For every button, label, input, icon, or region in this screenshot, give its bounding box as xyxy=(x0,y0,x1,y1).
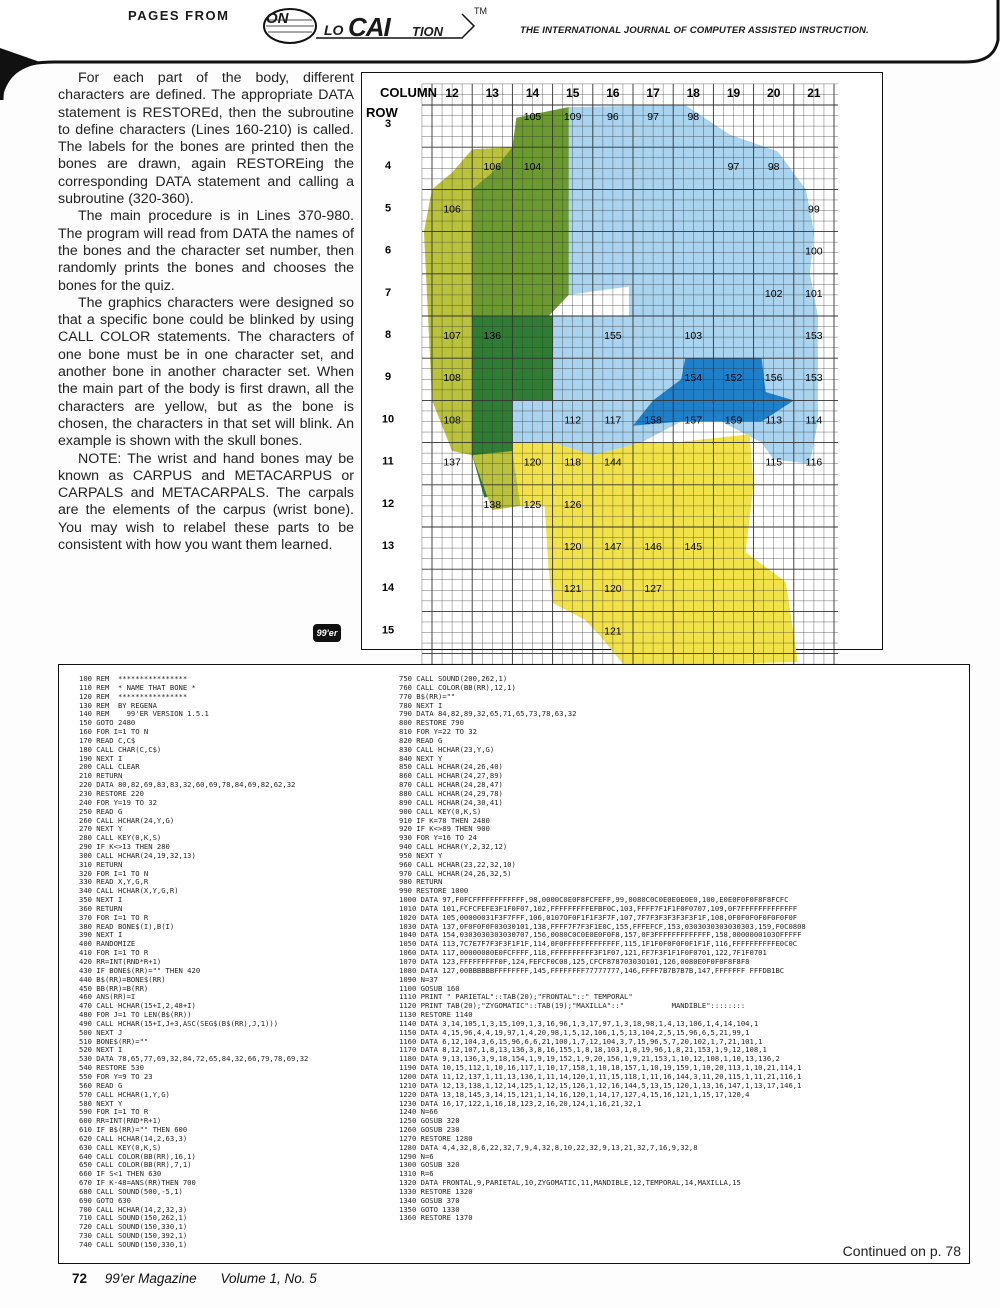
listing-line: 860 CALL HCHAR(24,27,89) xyxy=(399,771,503,781)
listing-line: 800 RESTORE 790 xyxy=(399,718,464,728)
listing-line: 1000 DATA 97,F0FCFFFFFFFFFFFF,98,0000C0E0F8FCFEFF,99,0080C0C0E0E0E0E0,100,E0E0F0F0F8F8FCFC xyxy=(399,895,789,905)
row-tick-label: 3 xyxy=(384,118,392,130)
listing-line: 130 REM BY REGENA xyxy=(79,700,157,710)
listing-line: 680 CALL SOUND(500,-5,1) xyxy=(79,1186,183,1196)
listing-line: 1190 DATA 10,15,112,1,10,16,117,1,10,17,158,1,10,18,157,1,10,19,159,1,10,20,113,1,10,21,114,1 xyxy=(399,1063,802,1073)
listing-line: 140 REM 99'ER VERSION 1.5.1 xyxy=(79,709,209,719)
logo-cai: CAI xyxy=(348,12,390,42)
paragraph: NOTE: The wrist and hand bones may be known as CARPUS and METACARPUS or CARPALS and METACARPALS. The carpals are the elements of the carpus (wrist bone). You may wish to relabel these parts to be consistent with how you want them learned. xyxy=(58,450,354,554)
listing-line: 240 FOR Y=19 TO 32 xyxy=(79,797,157,807)
listing-line: 730 CALL SOUND(150,392,1) xyxy=(79,1231,188,1241)
listing-line: 810 FOR Y=22 TO 32 xyxy=(399,727,477,737)
cell-label: 145 xyxy=(684,541,703,553)
listing-line: 600 RR=INT(RND*R+1) xyxy=(79,1116,162,1126)
listing-line: 280 CALL KEY(0,K,S) xyxy=(79,833,162,843)
paragraph: For each part of the body, different characters are defined. The appropriate DATA statement is RESTOREd, then the subroutine to define characters (Lines 160-210) is called. The labels for the bones are printed then the bones are drawn, again RESTOREing the corresponding DATA statement and calling a subroutine (320-360). xyxy=(58,70,354,208)
listing-line: 450 BB(RR)=B(RR) xyxy=(79,983,149,993)
listing-line: 1180 DATA 9,13,136,3,9,18,154,1,9,19,152,1,9,20,156,1,9,21,153,1,10,12,108,1,10,13,136,2 xyxy=(399,1054,780,1064)
column-tick-label: 17 xyxy=(646,86,660,100)
listing-line: 440 B$(RR)=BONE$(RR) xyxy=(79,974,166,984)
listing-line: 110 REM * NAME THAT BONE * xyxy=(79,682,196,692)
cell-label: 121 xyxy=(563,583,582,596)
listing-line: 490 CALL HCHAR(15+I,J+3,ASC(SEG$(B$(RR),J,1))) xyxy=(79,1018,279,1028)
listing-line: 1140 DATA 3,14,105,1,3,15,109,1,3,16,96,1,3,17,97,1,3,18,98,1,4,13,106,1,4,14,104,1 xyxy=(399,1018,759,1028)
listing-line: 1010 DATA 101,FCFCFEFE3F1F0F07,102,FFFFFFFFFEFBF0C,103,FFFF7F1F1F0F0707,109,0F7FFFFFFFFFFFFF xyxy=(399,903,798,913)
cell-label: 115 xyxy=(765,456,783,469)
row-tick-label: 9 xyxy=(384,371,392,384)
listing-line: 750 CALL SOUND(200,262,1) xyxy=(399,674,508,683)
listing-line: 550 FOR Y=9 TO 23 xyxy=(79,1071,153,1081)
listing-line: 510 BONE$(RR)="" xyxy=(79,1036,149,1046)
row-tick-label: 7 xyxy=(384,286,392,299)
listing-line: 370 FOR I=1 TO R xyxy=(79,912,149,922)
listing-line: 330 READ X,Y,G,R xyxy=(79,877,149,887)
listing-line: 1020 DATA 105,00000031F3F7FFF,106,0107OF0F1F1F3F7F,107,7F7F3F3F3F3F3F1F,108,0F0F0F0F0F0F0F0F xyxy=(399,912,798,922)
column-tick-label: 15 xyxy=(566,86,580,100)
cell-label: 98 xyxy=(767,161,780,174)
column-tick-label: 14 xyxy=(525,86,540,100)
logo-tion: TION xyxy=(412,24,444,39)
listing-line: 350 NEXT I xyxy=(79,895,123,905)
listing-line: 740 CALL SOUND(150,330,1) xyxy=(79,1240,188,1249)
listing-line: 830 CALL HCHAR(23,Y,G) xyxy=(399,744,495,754)
on-location-logo xyxy=(262,6,502,46)
cell-label: 105 xyxy=(523,111,542,123)
listing-column-left xyxy=(79,675,308,1250)
listing-line: 1340 GOSUB 370 xyxy=(399,1195,460,1205)
column-tick-label: 21 xyxy=(807,86,821,100)
listing-line: 1250 GOSUB 320 xyxy=(399,1116,460,1126)
listing-line: 1240 N=66 xyxy=(399,1107,438,1117)
row-axis-label: ROW xyxy=(366,105,398,120)
listing-line: 1260 GOSUB 230 xyxy=(399,1125,460,1135)
temporal-region xyxy=(472,107,569,316)
listing-line: 660 IF S<1 THEN 630 xyxy=(79,1169,162,1179)
row-tick-label: 14 xyxy=(381,582,395,595)
listing-line: 1200 DATA 11,12,137,1,11,13,136,1,11,14,120,1,11,15,118,1,11,16,144,3,11,20,115,1,11,21,116,1 xyxy=(399,1071,802,1081)
skull-bone-grid-figure xyxy=(361,72,883,650)
row-tick-label: 10 xyxy=(381,413,395,426)
cell-label: 102 xyxy=(764,287,783,300)
row-tick-label: 8 xyxy=(384,329,392,341)
page-footer xyxy=(72,1271,317,1286)
cell-label: 106 xyxy=(483,161,502,174)
listing-line: 220 DATA 80,82,69,83,83,32,60,69,78,84,69,82,62,32 xyxy=(79,780,296,790)
cell-label: 113 xyxy=(765,414,783,427)
listing-line: 760 CALL COLOR(BB(RR),12,1) xyxy=(399,682,516,692)
listing-line: 480 FOR J=1 TO LEN(B$(RR)) xyxy=(79,1010,192,1020)
row-tick-label: 13 xyxy=(381,540,395,552)
logo-on: ON xyxy=(266,10,289,27)
listing-line: 710 CALL SOUND(150,262,1) xyxy=(79,1213,188,1223)
cell-label: 108 xyxy=(443,372,461,385)
listing-line: 410 FOR I=1 TO R xyxy=(79,948,149,958)
article-text xyxy=(58,70,354,554)
listing-line: 570 CALL HCHAR(1,Y,G) xyxy=(79,1089,170,1099)
column-tick-label: 13 xyxy=(485,86,499,100)
listing-line: 820 READ G xyxy=(399,735,443,745)
cell-label: 114 xyxy=(805,414,823,427)
listing-line: 630 CALL KEY(0,K,S) xyxy=(79,1142,162,1152)
listing-line: 690 GOTO 630 xyxy=(79,1195,131,1205)
cell-label: 112 xyxy=(564,414,582,427)
column-tick-label: 18 xyxy=(686,86,700,100)
listing-line: 400 RANDOMIZE xyxy=(79,939,136,949)
listing-line: 980 RETURN xyxy=(399,877,443,887)
cell-label: 125 xyxy=(523,498,542,511)
listing-line: 1290 N=6 xyxy=(399,1151,434,1161)
cell-label: 158 xyxy=(644,414,662,427)
listing-line: 390 NEXT I xyxy=(79,930,123,940)
listing-line: 790 DATA 84,82,89,32,65,71,65,73,78,63,32 xyxy=(399,709,577,719)
listing-line: 1170 DATA 8,12,107,1,8,13,136,3,8,16,155,1,8,18,103,1,8,19,96,1,8,21,153,1,9,12,108,1 xyxy=(399,1045,767,1055)
listing-line: 1120 PRINT TAB(20);"ZYGOMATIC"::TAB(19);"MAXILLA"::" MANDIBLE":::::::: xyxy=(399,1001,746,1011)
paragraph: The graphics characters were designed so that a specific bone could be blinked by using CALL COLOR statements. The characters of one bone must be in one character set, and another bone in another character set. When the main part of the body is first drawn, all the characters are yellow, but as the bone is chosen, the characters in that set will blink. An example is shown with the skull bones. xyxy=(58,294,354,450)
listing-line: 250 READ G xyxy=(79,806,123,816)
listing-line: 610 IF B$(RR)="" THEN 600 xyxy=(79,1125,188,1135)
listing-line: 990 RESTORE 1000 xyxy=(399,886,469,896)
cell-label: 137 xyxy=(443,456,461,469)
listing-line: 540 RESTORE 530 xyxy=(79,1063,144,1073)
listing-line: 430 IF BONE$(RR)="" THEN 420 xyxy=(79,965,201,975)
volume-info: Volume 1, No. 5 xyxy=(220,1271,317,1286)
cell-label: 157 xyxy=(684,414,703,427)
listing-line: 1090 N=37 xyxy=(399,974,438,984)
listing-line: 1050 DATA 113,7C7E7F7F3F3F1F1F,114,0F0FFFFFFFFFFFFF,115,1F1F0F0F0F0F1F1F,116,FFFFFFFFFFE0C0C xyxy=(399,939,798,949)
page-header xyxy=(0,0,1000,62)
cell-label: 121 xyxy=(604,625,622,638)
magazine-name: 99'er Magazine xyxy=(104,1271,197,1286)
cell-label: 106 xyxy=(443,203,461,216)
cell-label: 144 xyxy=(604,456,622,469)
listing-line: 1230 DATA 16,17,122,1,16,18,123,2,16,20,124,1,16,21,32,1 xyxy=(399,1098,642,1108)
column-tick-label: 16 xyxy=(606,86,620,100)
column-axis-label: COLUMN xyxy=(380,85,438,100)
cell-label: 107 xyxy=(443,330,461,342)
listing-line: 340 CALL HCHAR(X,Y,G,R) xyxy=(79,886,179,896)
cell-label: 103 xyxy=(684,330,703,342)
listing-line: 840 NEXT Y xyxy=(399,753,443,763)
cell-label: 138 xyxy=(483,498,502,511)
cell-label: 108 xyxy=(443,414,461,427)
listing-line: 1330 RESTORE 1320 xyxy=(399,1186,473,1196)
listing-line: 900 CALL KEY(0,K,S) xyxy=(399,806,482,816)
listing-line: 200 CALL CLEAR xyxy=(79,762,140,772)
cell-label: 104 xyxy=(523,161,542,174)
cell-label: 156 xyxy=(764,372,783,385)
listing-line: 850 CALL HCHAR(24,26,40) xyxy=(399,762,503,772)
listing-line: 1150 DATA 4,15,96,4,4,19,97,1,4,20,98,1,5,12,106,1,5,13,104,2,5,15,96,6,5,21,99,1 xyxy=(399,1027,750,1037)
listing-line: 870 CALL HCHAR(24,28,47) xyxy=(399,780,503,790)
cell-label: 97 xyxy=(647,111,659,123)
cell-label: 127 xyxy=(644,583,662,596)
cell-label: 120 xyxy=(523,456,542,469)
listing-line: 100 REM **************** xyxy=(79,674,188,683)
pages-from-label: PAGES FROM xyxy=(128,8,230,23)
listing-line: 320 FOR I=1 TO N xyxy=(79,868,149,878)
listing-line: 1280 DATA 4,4,32,8,6,22,32,7,9,4,32,8,10,22,32,9,13,21,32,7,16,9,32,8 xyxy=(399,1142,698,1152)
listing-line: 640 CALL COLOR(BB(RR),16,1) xyxy=(79,1151,196,1161)
listing-line: 380 READ BONE$(I),B(I) xyxy=(79,921,175,931)
listing-line: 1160 DATA 6,12,104,3,6,15,96,6,6,21,100,1,7,12,104,3,7,15,96,5,7,20,102,1,7,21,101,1 xyxy=(399,1036,763,1046)
listing-line: 1350 GOTO 1330 xyxy=(399,1204,460,1214)
listing-line: 940 CALL HCHAR(Y,2,32,12) xyxy=(399,842,508,852)
listing-line: 1070 DATA 123,FFFFFFFFF0F,124,FEFCF0C08,125,CFCF87870303O101,126,0080E0F0F0F8F8F8 xyxy=(399,957,750,966)
continued-note: Continued on p. 78 xyxy=(842,1243,961,1259)
listing-line: 300 CALL HCHAR(24,19,32,13) xyxy=(79,850,196,860)
cell-label: 99 xyxy=(808,203,820,216)
cell-label: 136 xyxy=(483,330,502,342)
end-mark-logo: 99'er xyxy=(313,624,341,642)
row-tick-label: 6 xyxy=(384,244,392,257)
listing-line: 1080 DATA 127,00BBBBBBFFFFFFFF,145,FFFFFFFF77777777,146,FFFF7B7B7B7B,147,FFFFFFF FFFDB1BC xyxy=(399,965,785,975)
listing-line: 770 B$(RR)="" xyxy=(399,691,456,701)
row-tick-label: 5 xyxy=(384,202,392,215)
listing-line: 720 CALL SOUND(150,330,1) xyxy=(79,1222,188,1232)
listing-line: 880 CALL HCHAR(24,29,78) xyxy=(399,788,503,798)
listing-line: 1060 DATA 117,00000080E0FCFFFF,118,FFFFFFFFFF3F1F07,121,FF7F3F1F1F0F0701,122,7F1F0701 xyxy=(399,948,767,958)
listing-line: 150 GOTO 2480 xyxy=(79,718,136,728)
cell-label: 146 xyxy=(644,541,662,553)
listing-line: 560 READ G xyxy=(79,1080,123,1090)
listing-line: 650 CALL COLOR(BB(RR),7,1) xyxy=(79,1160,192,1170)
listing-line: 670 IF K-48=ANS(RR)THEN 700 xyxy=(79,1178,196,1188)
listing-line: 920 IF K<>89 THEN 900 xyxy=(399,824,490,834)
listing-line: 930 FOR Y=16 TO 24 xyxy=(399,833,477,843)
listing-line: 910 IF K=78 THEN 2480 xyxy=(399,815,490,825)
cell-label: 147 xyxy=(604,541,622,553)
listing-line: 1300 GOSUB 320 xyxy=(399,1160,460,1170)
cell-label: 116 xyxy=(805,456,823,469)
paragraph: The main procedure is in Lines 370-980. The program will read from DATA the names of the bones and the character set number, then randomly prints the bones and chooses the bones for the quiz. xyxy=(58,208,354,294)
cell-label: 155 xyxy=(604,330,622,342)
listing-line: 170 READ C,C$ xyxy=(79,735,136,745)
listing-line: 1040 DATA 154,0303030303030707,156,0080C0C0E0E0F0F8,157,0F3FFFFFFFFFFFFF,158,0000000103OFFFFF xyxy=(399,930,802,940)
listing-line: 1310 R=6 xyxy=(399,1169,434,1179)
listing-line: 210 RETURN xyxy=(79,771,123,781)
listing-line: 960 CALL HCHAR(23,22,32,10) xyxy=(399,859,516,869)
listing-line: 1110 PRINT " PARIETAL"::TAB(20);"FRONTAL"::" TEMPORAL" xyxy=(399,992,633,1002)
cell-label: 154 xyxy=(684,372,703,385)
listing-line: 1320 DATA FRONTAL,9,PARIETAL,10,ZYGOMATIC,11,MANDIBLE,12,TEMPORAL,14,MAXILLA,15 xyxy=(399,1178,741,1188)
listing-line: 180 CALL CHAR(C,C$) xyxy=(79,744,162,754)
row-tick-label: 15 xyxy=(381,624,395,637)
listing-line: 460 ANS(RR)=I xyxy=(79,992,136,1002)
listing-line: 470 CALL HCHAR(15+I,2,48+I) xyxy=(79,1001,196,1011)
listing-line: 950 NEXT Y xyxy=(399,850,443,860)
cell-label: 98 xyxy=(687,111,700,123)
column-tick-label: 12 xyxy=(445,86,459,100)
cell-label: 120 xyxy=(563,541,582,553)
listing-line: 230 RESTORE 220 xyxy=(79,788,144,798)
cell-label: 153 xyxy=(805,330,823,342)
cell-label: 159 xyxy=(724,414,743,427)
listing-line: 620 CALL HCHAR(14,2,63,3) xyxy=(79,1133,188,1143)
listing-line: 1210 DATA 12,13,138,1,12,14,125,1,12,15,126,1,12,16,144,5,13,15,120,1,13,16,147,1,13,17,146,1 xyxy=(399,1080,802,1090)
listing-line: 420 RR=INT(RND*R+1) xyxy=(79,957,162,966)
logo-trademark: TM xyxy=(474,6,487,16)
cell-label: 96 xyxy=(607,111,619,123)
journal-tagline: THE INTERNATIONAL JOURNAL OF COMPUTER ASSISTED INSTRUCTION. xyxy=(520,25,869,36)
listing-line: 1220 DATA 13,18,145,3,14,15,121,1,14,16,120,1,14,17,127,4,15,16,121,1,15,17,120,4 xyxy=(399,1089,750,1099)
listing-line: 580 NEXT Y xyxy=(79,1098,123,1108)
listing-line: 1030 DATA 137,0F0F0F0F03030101,138,FFFF7F7F3F1E0C,155,FFFEFCF,153,0303030303030303,159,F0C0808 xyxy=(399,921,806,931)
cell-label: 118 xyxy=(564,456,582,469)
cell-label: 97 xyxy=(727,161,740,174)
row-tick-label: 4 xyxy=(384,160,392,173)
listing-line: 530 DATA 78,65,77,69,32,84,72,65,84,32,66,79,78,69,32 xyxy=(79,1054,309,1064)
listing-line: 1100 GOSUB 160 xyxy=(399,983,460,993)
listing-line: 1130 RESTORE 1140 xyxy=(399,1010,473,1020)
cell-label: 152 xyxy=(724,372,743,385)
skull-grid-svg xyxy=(362,73,881,648)
cell-label: 109 xyxy=(563,111,582,123)
listing-line: 780 NEXT I xyxy=(399,700,443,710)
cell-label: 120 xyxy=(604,583,622,596)
listing-line: 290 IF K<>13 THEN 280 xyxy=(79,842,170,852)
listing-line: 500 NEXT J xyxy=(79,1027,123,1037)
cell-label: 126 xyxy=(563,498,582,511)
column-tick-label: 20 xyxy=(767,86,781,100)
row-tick-label: 11 xyxy=(382,455,394,468)
listing-line: 160 FOR I=1 TO N xyxy=(79,727,149,737)
page-number: 72 xyxy=(72,1271,88,1286)
column-tick-label: 19 xyxy=(726,86,741,100)
listing-line: 260 CALL HCHAR(24,Y,G) xyxy=(79,815,175,825)
logo-lo: LO xyxy=(324,22,344,38)
listing-line: 520 NEXT I xyxy=(79,1045,123,1055)
listing-line: 360 RETURN xyxy=(79,903,123,913)
listing-line: 310 RETURN xyxy=(79,859,123,869)
cell-label: 153 xyxy=(805,372,823,385)
listing-line: 190 NEXT I xyxy=(79,753,123,763)
program-listing xyxy=(58,664,970,1264)
listing-line: 1360 RESTORE 1370 xyxy=(399,1213,473,1223)
cell-label: 100 xyxy=(805,245,823,258)
listing-line: 120 REM **************** xyxy=(79,691,188,701)
cell-label: 101 xyxy=(805,287,823,300)
listing-line: 1270 RESTORE 1280 xyxy=(399,1133,473,1143)
row-tick-label: 12 xyxy=(381,497,395,510)
listing-line: 590 FOR I=1 TO R xyxy=(79,1107,149,1117)
listing-line: 890 CALL HCHAR(24,30,41) xyxy=(399,797,503,807)
listing-line: 270 NEXT Y xyxy=(79,824,123,834)
listing-column-right xyxy=(399,675,806,1223)
listing-line: 700 CALL HCHAR(14,2,32,3) xyxy=(79,1204,188,1214)
listing-line: 970 CALL HCHAR(24,26,32,5) xyxy=(399,868,512,878)
cell-label: 117 xyxy=(604,414,622,427)
